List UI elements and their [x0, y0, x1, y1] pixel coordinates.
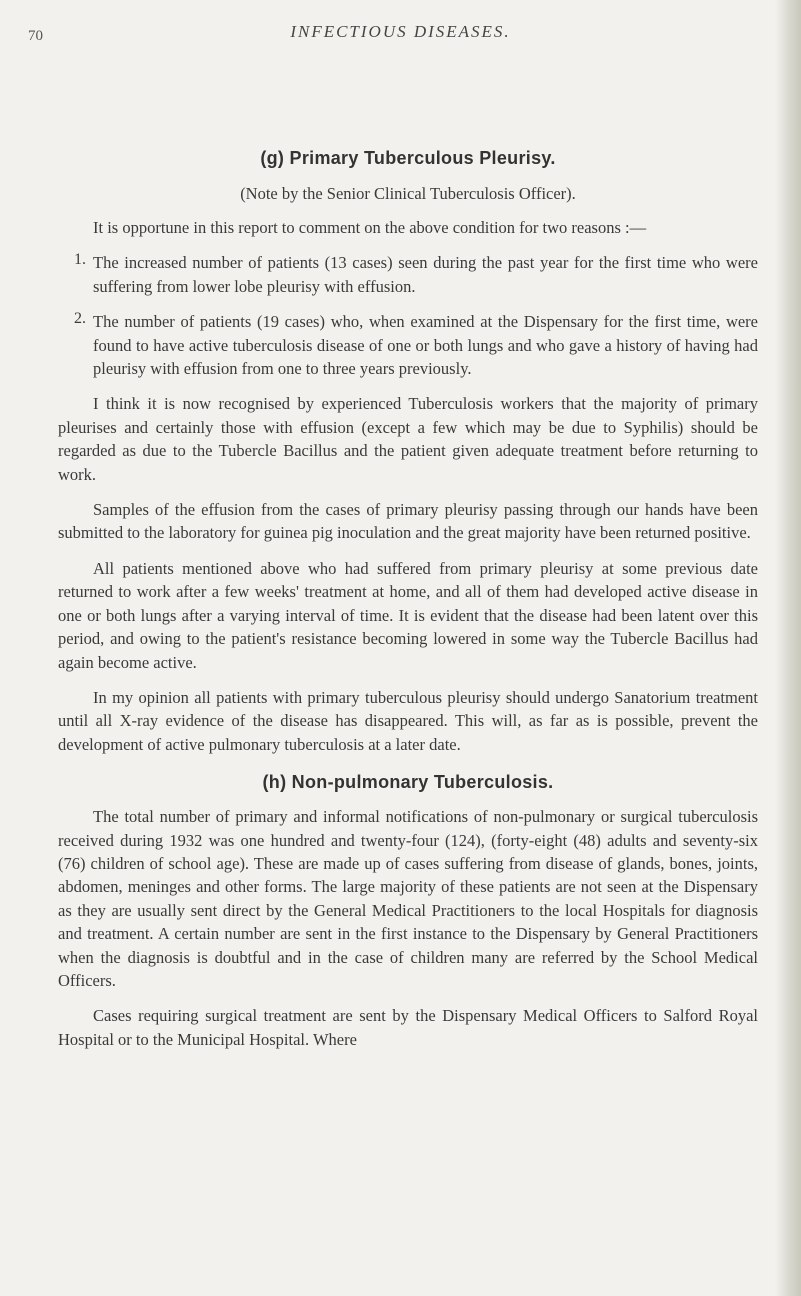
section-g-intro: It is opportune in this report to comment on the above condition for two reasons :— [93, 218, 647, 237]
page-number: 70 [28, 28, 43, 44]
section-h-heading: (h) Non-pulmonary Tuberculosis. [262, 772, 554, 793]
list-item-text: The increased number of patients (13 cases) seen during the past year for the first time who were suffering from lower lobe pleurisy with effusion. [93, 253, 758, 296]
running-title: INFECTIOUS DISEASES. [290, 22, 511, 41]
paragraph: In my opinion all patients with primary tuberculous pleurisy should undergo Sanatorium treatment until all X-ray evidence of the disease has disappeared. This will, as far as is possible, prevent the development of active pulmonary tuberculosis at a later date. [58, 687, 758, 754]
paragraph: The total number of primary and informal notifications of non-pulmonary or surgical tuberculosis received during 1932 was one hundred and twenty-four (124), (forty-eight (48) adults and seventy-six (76) children of school age). These are made up of cases suffering from disease of glands, bones, joints, abdomen, meninges and other forms. The large majority of these patients are not seen at the Dispensary as they are usually sent direct by the General Medical Practitioners to the local Hospitals for diagnosis and treatment. A certain number are sent in the first instance to the Dispensary by General Practitioners when the diagnosis is doubtful and in the case of children many are referred by the School Medical Officers. [58, 807, 758, 990]
list-item-number: 2. [74, 310, 86, 328]
paragraph: Cases requiring surgical treatment are sent by the Dispensary Medical Officers to Salford Royal Hospital or to the Municipal Hospital. Where [58, 1006, 758, 1049]
list-item-text: The number of patients (19 cases) who, when examined at the Dispensary for the first time, were found to have active tuberculosis disease of one or both lungs and who gave a history of having had pleurisy with effusion from one to three years previously. [93, 312, 758, 379]
page-body [58, 148, 758, 1051]
list-item [58, 310, 758, 380]
page-edge-shadow [775, 0, 801, 1296]
list-item-number: 1. [74, 251, 86, 269]
list-item [58, 251, 758, 298]
section-g-heading: (g) Primary Tuberculous Pleurisy. [260, 148, 556, 168]
section-g-note: (Note by the Senior Clinical Tuberculosis Officer). [240, 184, 576, 203]
paragraph: I think it is now recognised by experienced Tuberculosis workers that the majority of primary pleurises and certainly those with effusion (except a few which may be due to Syphilis) should be regarded as due to the Tubercle Bacillus and the patient given adequate treatment before returning to work. [58, 394, 758, 484]
paragraph: Samples of the effusion from the cases of primary pleurisy passing through our hands have been submitted to the laboratory for guinea pig inoculation and the great majority have been returned positive. [58, 500, 758, 543]
paragraph: All patients mentioned above who had suffered from primary pleurisy at some previous date returned to work after a few weeks' treatment at home, and all of them had developed active disease in one or both lungs after a varying interval of time. It is evident that the disease had been latent over this period, and owing to the patient's resistance becoming lowered in some way the Tubercle Bacillus had again become active. [58, 558, 758, 672]
